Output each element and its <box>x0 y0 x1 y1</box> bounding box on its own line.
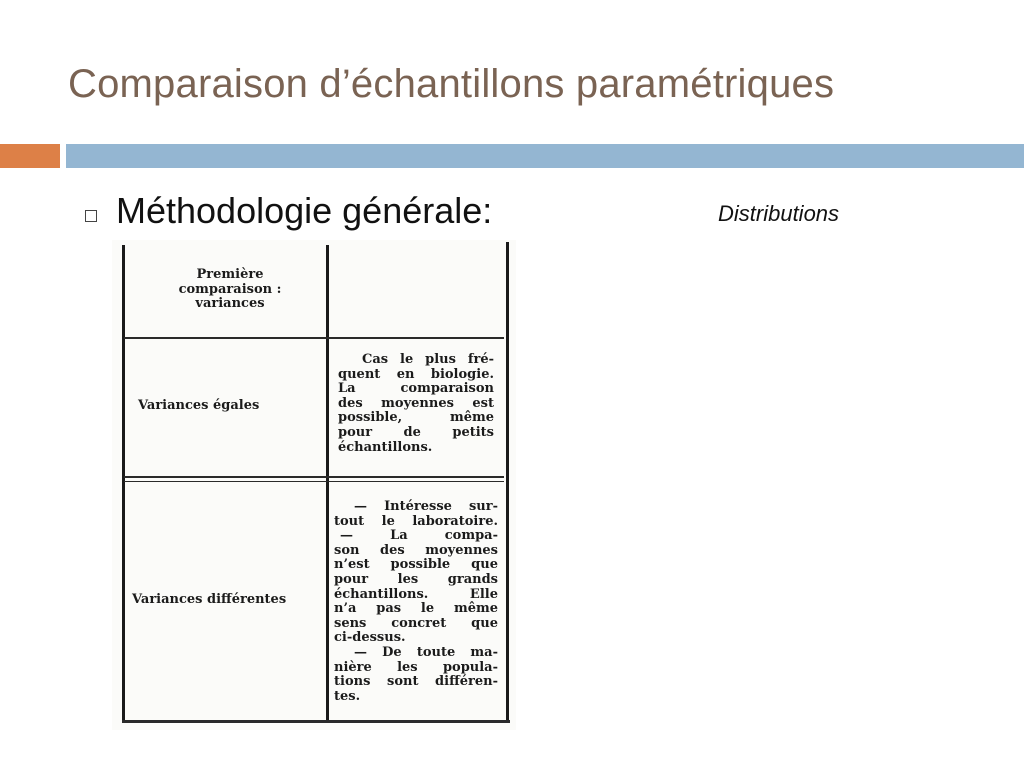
table-header-left: Première comparaison : variances <box>178 267 282 312</box>
table-row-divider-2 <box>124 481 504 482</box>
table-bottom-border <box>122 720 510 723</box>
row-text-variances-differentes: — Intéresse sur- tout le laboratoire. — La compa- son des moyennes n’est possible que pour les grands échantillons. Elle n’a pas le même sens concret que ci-dessus. — De toute ma- nière les popula- tions sont différen- tes. <box>334 499 498 704</box>
scanned-table <box>112 240 516 730</box>
table-middle-border <box>326 245 329 720</box>
row-label-variances-egales: Variances égales <box>138 398 260 413</box>
row-label-variances-differentes: Variances différentes <box>132 592 287 607</box>
table-right-border <box>506 242 509 722</box>
slide-title: Comparaison d’échantillons paramétriques <box>68 62 835 106</box>
table-left-border <box>122 245 125 723</box>
table-header-divider <box>124 337 504 339</box>
distributions-label: Distributions <box>718 201 840 226</box>
bullet-methodologie: Méthodologie générale: <box>116 190 493 231</box>
row-text-variances-egales: Cas le plus fré- quent en biologie. La comparaison des moyennes est possible, même pour de petits échantillons. <box>338 352 494 455</box>
table-row-divider-1 <box>124 476 504 478</box>
square-bullet-icon <box>85 210 97 222</box>
accent-bar-blue <box>66 144 1024 168</box>
accent-bar-orange <box>0 144 60 168</box>
